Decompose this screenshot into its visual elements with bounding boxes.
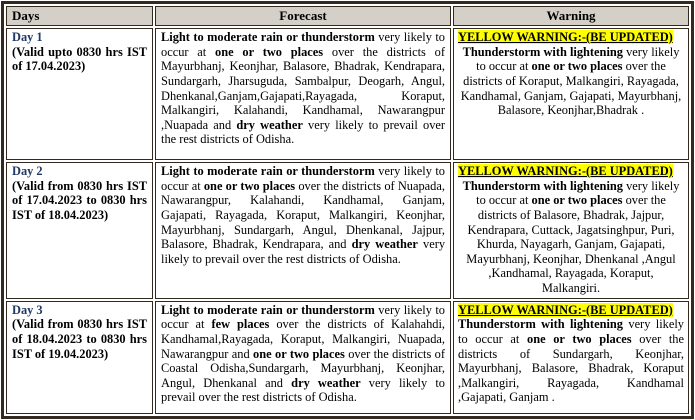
- day2-warning-heading: [458, 164, 684, 179]
- day2-validity: (Valid from 0830 hrs IST of 17.04.2023 to 0830 hrs IST of 18.04.2023): [12, 178, 147, 222]
- day2-warning-body: Thunderstorm with lightening very likely to occur at one or two places over the districts of Balasore, Bhadrak, Jajpur, Kendrapara, Cuttack, Jagatsinghpur, Puri, Khurda, Nayagarh, Ganjam, Gajapati, Mayurbhanj, Keonjhar, Dhenkanal ,Angul ,Kandhamal, Rayagada, Koraput, Malkangiri.: [462, 178, 680, 295]
- day2-forecast: Light to moderate rain or thunderstorm very likely to occur at one or two places over the districts of Nuapada, Nawarangpur, Kalahandi, Kandhamal, Ganjam, Gajapati, Rayagada, Koraput, Malkangiri, Keonjhar, Mayurbhanj, Sundargarh, Angul, Dhenkanal, Jajpur, Balasore, Bhadrak, Kendrapara, and dry weather very likely to prevail over the rest districts of Odisha.: [155, 162, 451, 299]
- day1-validity: (Valid upto 0830 hrs IST of 17.04.2023): [12, 44, 147, 74]
- header-row: [6, 6, 689, 26]
- day1-warning-heading: [458, 30, 684, 45]
- table-row-day1: [6, 28, 689, 160]
- yellow-warning-label: YELLOW WARNING:-(BE UPDATED): [458, 302, 673, 317]
- day3-warning-body: Thunderstorm with lightening very likely to occur at one or two places over the districts of Sundargarh, Keonjhar, Mayurbhanj, Balasore, Bhadrak, Koraput ,Malkangiri, Rayagada, Kandhamal ,Gajapati, Ganjam .: [458, 317, 684, 405]
- day3-warning: [453, 301, 689, 414]
- day1-warning: [453, 28, 689, 160]
- yellow-warning-label: YELLOW WARNING:-(BE UPDATED): [458, 164, 673, 178]
- day1-warning-body: Thunderstorm with lightening very likely to occur at one or two places over the districts of Koraput, Malkangiri, Rayagada, Kandhamal, Ganjam, Gajapati, Mayurbhanj, Balasore, Keonjhar,Bhadrak .: [460, 44, 682, 118]
- day1-forecast: Light to moderate rain or thunderstorm very likely to occur at one or two places over the districts of Mayurbhanj, Keonjhar, Balasore, Bhadrak, Kendrapara, Sundargarh, Jharsuguda, Sambalpur, Deogarh, Angul, Dhenkanal,Ganjam,Gajapati,Rayagada, Koraput, Malkangiri, Kalahandi, Kandhamal, Nawarangpur ,Nuapada and dry weather very likely to prevail over the rest districts of Odisha.: [155, 28, 451, 160]
- day2-title: Day 2: [12, 164, 43, 178]
- yellow-warning-label: YELLOW WARNING:-(BE UPDATED): [458, 30, 673, 44]
- column-header-warning: Warning: [453, 6, 689, 26]
- day3-validity: (Valid from 0830 hrs IST of 18.04.2023 to 0830 hrs IST of 19.04.2023): [12, 317, 147, 361]
- day3-warning-heading: [458, 303, 684, 318]
- day3-title: Day 3: [12, 302, 43, 317]
- table-row-day3: [6, 301, 689, 414]
- day3-cell: [6, 301, 153, 414]
- day2-cell: [6, 162, 153, 299]
- day3-forecast: Light to moderate rain or thunderstorm very likely to occur at few places over the districts of Kalahahdi, Kandhamal,Rayagada, Koraput, Malkangiri, Nuapada, Nawarangpur and one or two places over the districts of Coastal Odisha,Sundargarh, Mayurbhanj, Keonjhar, Angul, Dhenkanal and dry weather very likely to prevail over the rest districts of Odisha.: [155, 301, 451, 414]
- day2-warning: [453, 162, 689, 299]
- column-header-forecast: Forecast: [155, 6, 451, 26]
- day1-title: Day 1: [12, 30, 43, 44]
- table-row-day2: [6, 162, 689, 299]
- forecast-warning-table: [1, 1, 694, 419]
- column-header-days: Days: [6, 6, 153, 26]
- day1-cell: [6, 28, 153, 160]
